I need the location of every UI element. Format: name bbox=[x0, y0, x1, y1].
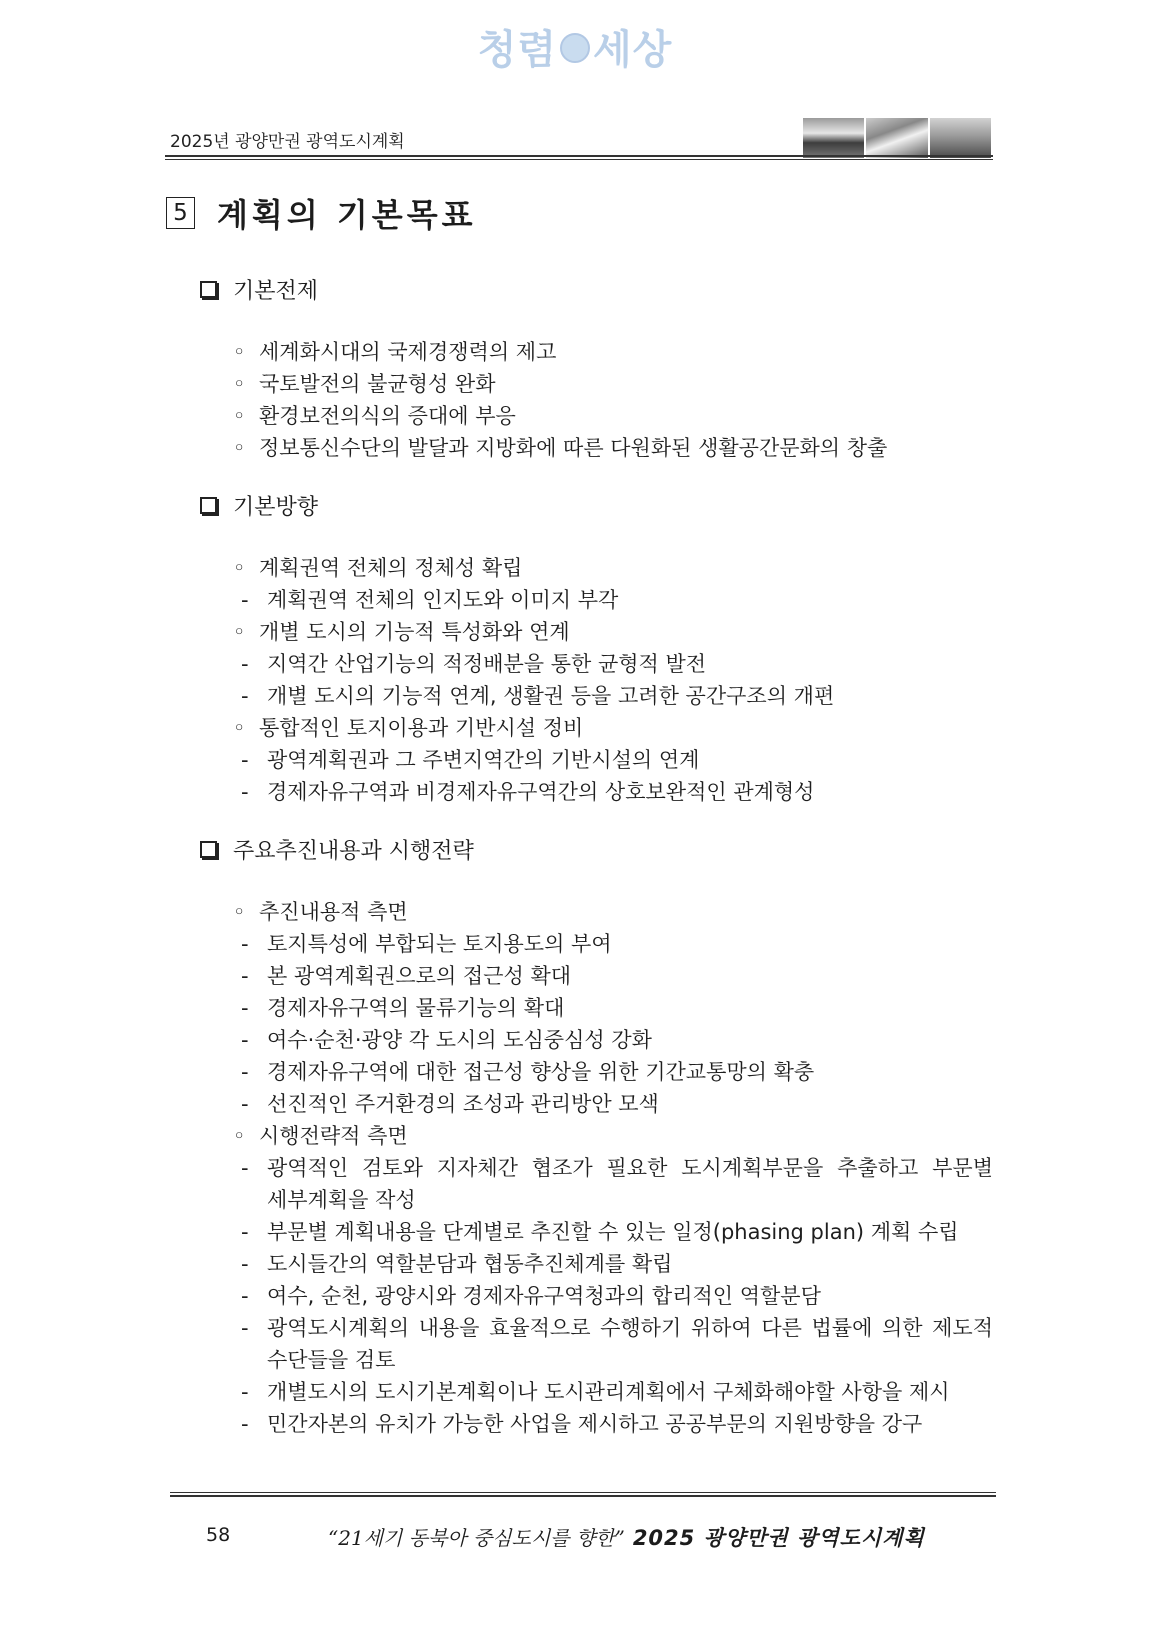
list-subitem: - 도시들간의 역할분담과 협동추진체계를 확립 bbox=[241, 1252, 673, 1276]
list-subitem: - 계획권역 전체의 인지도와 이미지 부각 bbox=[241, 588, 619, 612]
list-subitem: - 개별도시의 도시기본계획이나 도시관리계획에서 구체화해야할 사항을 제시 bbox=[241, 1380, 950, 1404]
globe-icon bbox=[560, 33, 590, 63]
list-subitem-continuation: 세부계획을 작성 bbox=[267, 1188, 416, 1212]
list-subitem: - 여수, 순천, 광양시와 경제자유구역청과의 합리적인 역할분담 bbox=[241, 1284, 821, 1308]
checkbox-square-icon bbox=[200, 841, 217, 858]
header-photo-strip bbox=[803, 118, 991, 158]
watermark-text-right: 세상 bbox=[593, 27, 673, 73]
list-subitem: - 본 광역계획권으로의 접근성 확대 bbox=[241, 964, 572, 988]
footer-quote: “21세기 동북아 중심도시를 향한” bbox=[328, 1526, 625, 1550]
header-photo bbox=[866, 118, 927, 158]
list-item: ◦ 시행전략적 측면 bbox=[233, 1124, 408, 1148]
list-item: ◦ 통합적인 토지이용과 기반시설 정비 bbox=[233, 716, 584, 740]
subheading bbox=[200, 490, 318, 521]
list-subitem: - 광역적인 검토와 지자체간 협조가 필요한 도시계획부문을 추출하고 부문별 bbox=[241, 1156, 993, 1180]
list-subitem: - 경제자유구역의 물류기능의 확대 bbox=[241, 996, 565, 1020]
subheading bbox=[200, 274, 318, 305]
footer-rule bbox=[170, 1492, 996, 1493]
list-item: ◦ 추진내용적 측면 bbox=[233, 900, 408, 924]
footer-title bbox=[328, 1522, 925, 1552]
list-subitem: - 여수·순천·광양 각 도시의 도심중심성 강화 bbox=[241, 1028, 652, 1052]
section-number: 5 bbox=[166, 197, 195, 229]
header-photo bbox=[803, 118, 864, 158]
list-subitem: - 민간자본의 유치가 가능한 사업을 제시하고 공공부문의 지원방향을 강구 bbox=[241, 1412, 923, 1436]
list-item: ◦ 개별 도시의 기능적 특성화와 연계 bbox=[233, 620, 570, 644]
footer-rule bbox=[170, 1495, 996, 1497]
list-item: ◦ 세계화시대의 국제경쟁력의 제고 bbox=[233, 340, 557, 364]
list-subitem: - 선진적인 주거환경의 조성과 관리방안 모색 bbox=[241, 1092, 659, 1116]
subheading-text: 기본방향 bbox=[233, 495, 319, 520]
subheading-text: 기본전제 bbox=[233, 279, 319, 304]
header-rule bbox=[165, 155, 993, 157]
document-header-title: 2025년 광양만권 광역도시계획 bbox=[170, 132, 405, 152]
list-item: ◦ 국토발전의 불균형성 완화 bbox=[233, 372, 496, 396]
list-subitem-continuation: 수단들을 검토 bbox=[267, 1348, 396, 1372]
list-subitem: - 경제자유구역과 비경제자유구역간의 상호보완적인 관계형성 bbox=[241, 780, 815, 804]
section-heading bbox=[166, 190, 477, 236]
list-item: ◦ 계획권역 전체의 정체성 확립 bbox=[233, 556, 523, 580]
list-subitem: - 개별 도시의 기능적 연계, 생활권 등을 고려한 공간구조의 개편 bbox=[241, 684, 835, 708]
checkbox-square-icon bbox=[200, 497, 217, 514]
page-number: 58 bbox=[206, 1524, 231, 1546]
list-item: ◦ 정보통신수단의 발달과 지방화에 따른 다원화된 생활공간문화의 창출 bbox=[233, 436, 888, 460]
watermark-logo bbox=[0, 18, 1150, 75]
footer-document-title: 2025 광양만권 광역도시계획 bbox=[632, 1526, 925, 1550]
list-subitem: - 광역도시계획의 내용을 효율적으로 수행하기 위하여 다른 법률에 의한 제도적 bbox=[241, 1316, 993, 1340]
list-subitem: - 지역간 산업기능의 적정배분을 통한 균형적 발전 bbox=[241, 652, 707, 676]
checkbox-square-icon bbox=[200, 281, 217, 298]
subheading-text: 주요추진내용과 시행전략 bbox=[233, 839, 474, 864]
header-photo bbox=[930, 118, 991, 158]
list-subitem: - 토지특성에 부합되는 토지용도의 부여 bbox=[241, 932, 612, 956]
list-subitem: - 부문별 계획내용을 단계별로 추진할 수 있는 일정(phasing plan) 계획 수립 bbox=[241, 1220, 959, 1244]
list-item: ◦ 환경보전의식의 증대에 부응 bbox=[233, 404, 516, 428]
list-subitem: - 광역계획권과 그 주변지역간의 기반시설의 연계 bbox=[241, 748, 700, 772]
subheading bbox=[200, 834, 474, 865]
watermark-text-left: 청렴 bbox=[477, 27, 557, 73]
header-rule bbox=[165, 159, 993, 160]
section-title: 계획의 기본목표 bbox=[217, 196, 477, 234]
list-subitem: - 경제자유구역에 대한 접근성 향상을 위한 기간교통망의 확충 bbox=[241, 1060, 815, 1084]
